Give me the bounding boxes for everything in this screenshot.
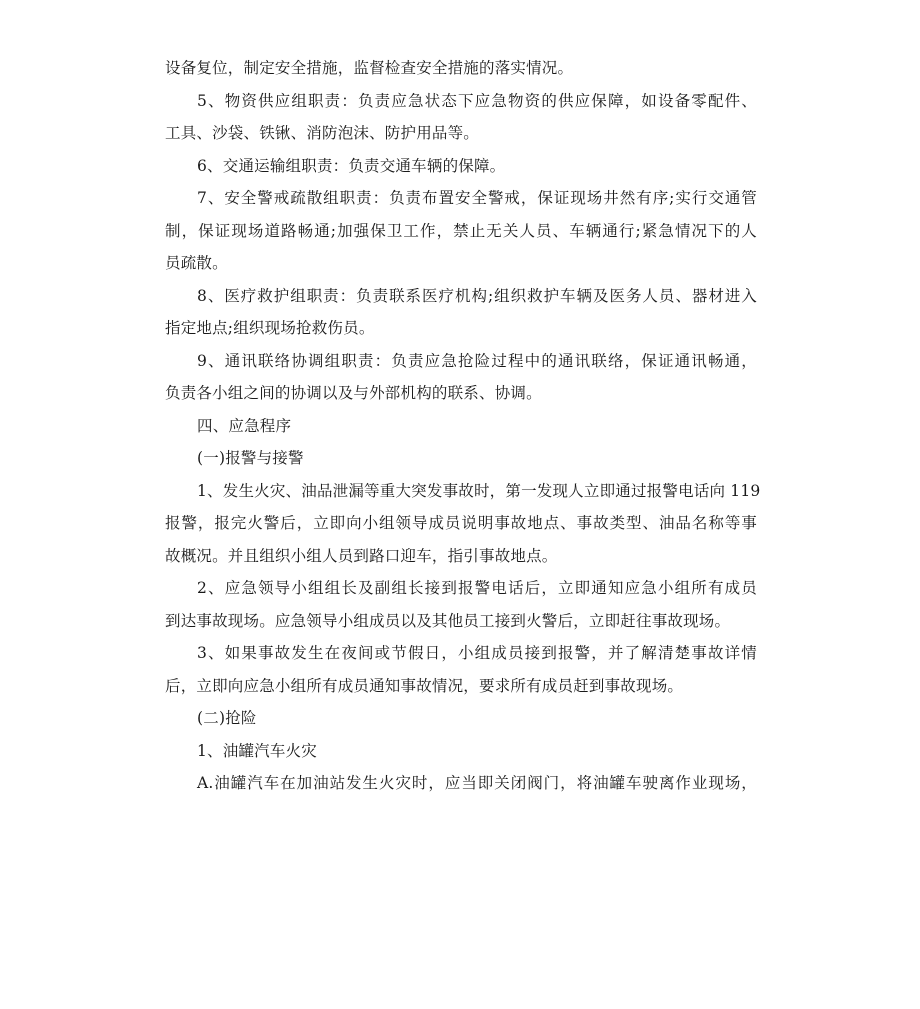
text-line-3: 工具、沙袋、铁锹、消防泡沫、防护用品等。	[165, 124, 480, 142]
text-line-18: 到达事故现场。应急领导小组成员以及其他员工接到火警后，立即赶往事故现场。	[165, 611, 731, 630]
section-heading-4: 四、应急程序	[197, 416, 292, 435]
text-line-19: 3、如果事故发生在夜间或节假日，小组成员接到报警，并了解清楚事故详情	[197, 644, 757, 662]
text-line-2: 5、物资供应组职责：负责应急状态下应急物资的供应保障，如设备零配件、	[197, 91, 757, 110]
text-line-15: 报警，报完火警后，立即向小组领导成员说明事故地点、事故类型、油品名称等事	[165, 514, 757, 532]
text-line-11: 负责各小组之间的协调以及与外部机构的联系、协调。	[165, 384, 542, 402]
item-heading-1: 1、油罐汽车火灾	[197, 741, 317, 760]
text-line-10: 9、通讯联络协调组职责：负责应急抢险过程中的通讯联络，保证通讯畅通，	[197, 351, 757, 370]
text-line-4: 6、交通运输组职责：负责交通车辆的保障。	[197, 156, 506, 175]
subsection-heading-1: (一)报警与接警	[197, 449, 304, 467]
text-line-9: 指定地点;组织现场抢救伤员。	[165, 319, 375, 337]
text-line-8: 8、医疗救护组职责：负责联系医疗机构;组织救护车辆及医务人员、器材进入	[197, 286, 757, 305]
text-line-17: 2、应急领导小组组长及副组长接到报警电话后，立即通知应急小组所有成员	[197, 579, 757, 597]
text-line-5: 7、安全警戒疏散组职责：负责布置安全警戒，保证现场井然有序;实行交通管	[197, 189, 757, 207]
text-line-23: A.油罐汽车在加油站发生火灾时，应当即关闭阀门，将油罐车驶离作业现场，	[197, 774, 757, 792]
text-line-1: 设备复位，制定安全措施，监督检查安全措施的落实情况。	[165, 59, 574, 77]
document-page	[165, 52, 761, 800]
text-line-6: 制，保证现场道路畅通;加强保卫工作，禁止无关人员、车辆通行;紧急情况下的人	[165, 221, 757, 240]
text-line-7: 员疏散。	[165, 254, 228, 272]
text-line-16: 故概况。并且组织小组人员到路口迎车，指引事故地点。	[165, 546, 558, 565]
text-line-14: 1、发生火灾、油品泄漏等重大突发事故时，第一发现人立即通过报警电话向 119	[197, 481, 761, 500]
text-line-20: 后，立即向应急小组所有成员通知事故情况，要求所有成员赶到事故现场。	[165, 676, 684, 695]
subsection-heading-2: (二)抢险	[197, 709, 257, 727]
